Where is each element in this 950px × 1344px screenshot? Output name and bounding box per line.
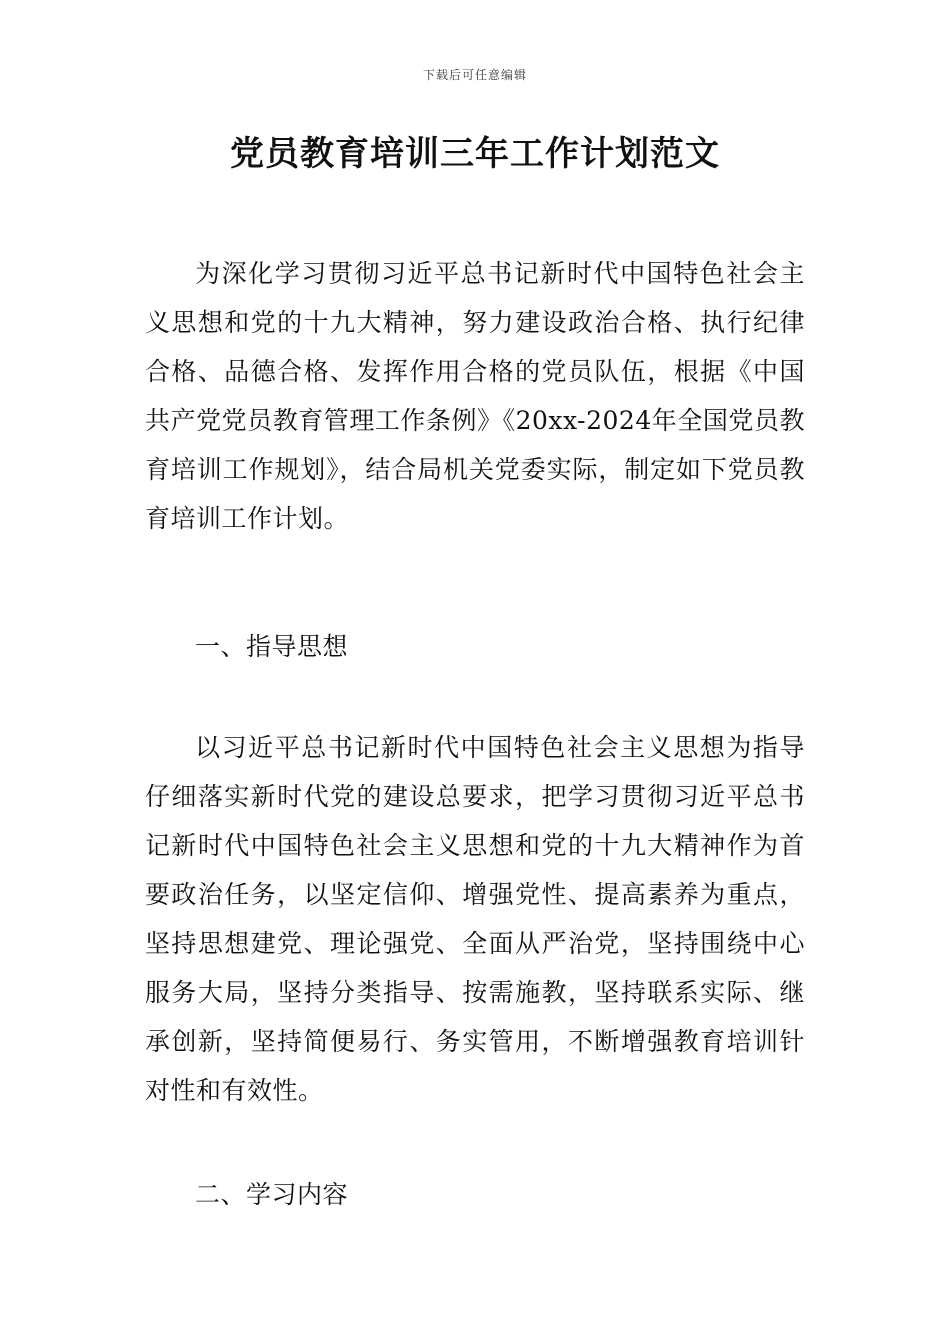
document-title: 党员教育培训三年工作计划范文 <box>230 134 720 174</box>
header-note: 下载后可任意编辑 <box>422 68 527 82</box>
guiding-ideology-paragraph: 以习近平总书记新时代中国特色社会主义思想为指导仔细落实新时代党的建设总要求，把学习贯彻习近平总书记新时代中国特色社会主义思想和党的十九大精神作为首要政治任务，以坚定信仰、增强党性、提高素养为重点，坚持思想建党、理论强党、全面从严治党，坚持围绕中心服务大局，坚持分类指导、按需施教，坚持联系实际、继承创新，坚持简便易行、务实管用，不断增强教育培训针对性和有效性。 <box>145 733 805 1105</box>
intro-paragraph: 为深化学习贯彻习近平总书记新时代中国特色社会主义思想和党的十九大精神，努力建设政治合格、执行纪律合格、品德合格、发挥作用合格的党员队伍，根据《中国共产党党员教育管理工作条例》《20xx-2024年全国党员教育培训工作规划》，结合局机关党委实际，制定如下党员教育培训工作计划。 <box>145 259 805 533</box>
section-heading-study-content: 二、学习内容 <box>195 1180 349 1209</box>
section-heading-guiding-ideology: 一、指导思想 <box>195 632 349 661</box>
